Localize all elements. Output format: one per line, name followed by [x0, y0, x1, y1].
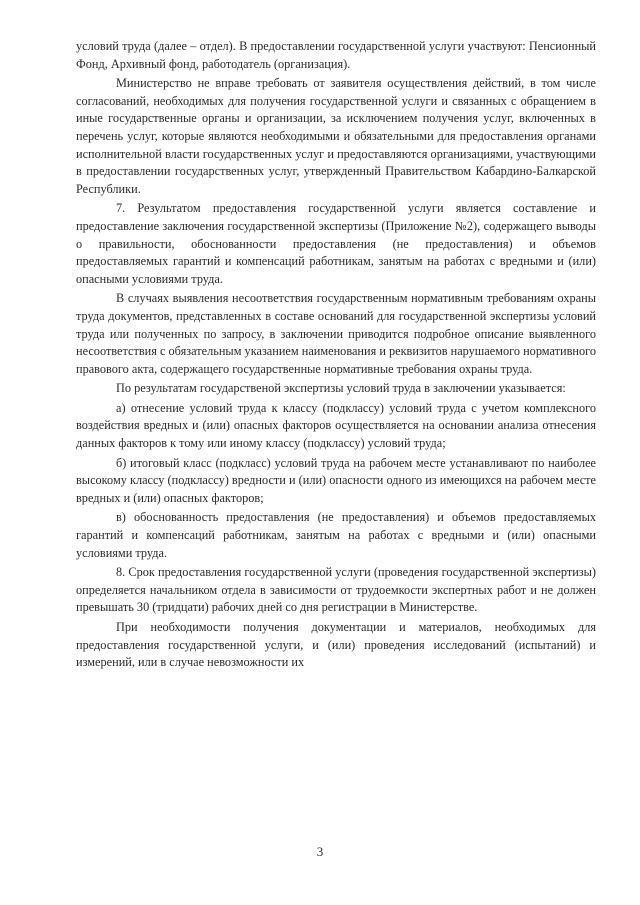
- paragraph-nonconformity: В случаях выявления несоответствия государственным нормативным требованиям охраны труда документов, представленных в составе оснований для государственной экспертизы условий труда или полученных по запросу, в заключении приводится подробное описание выявленного несоответствия с обязательным указанием наименования и реквизитов нарушаемого нормативного правового акта, содержащего государственные нормативные требования охраны труда.: [76, 291, 596, 376]
- paragraph-continuation: условий труда (далее – отдел). В предоставлении государственной услуги участвуют: Пенсионный Фонд, Архивный фонд, работодатель (организация).: [76, 39, 596, 71]
- list-item-a: а) отнесение условий труда к классу (подклассу) условий труда с учетом комплексного воздействия вредных и (или) опасных факторов осуществляется на основании анализа отнесения данных факторов к тому или иному классу (подклассу) условий труда;: [76, 400, 596, 451]
- list-item-b: б) итоговый класс (подкласс) условий труда на рабочем месте устанавливают по наиболее высокому классу (подклассу) вредности и (или) опасности одного из имеющихся на рабочем месте вредных и (или) опасных факторов;: [76, 455, 596, 505]
- paragraph-8-term: 8. Срок предоставления государственной услуги (проведения государственной экспертизы) определяется начальником отдела в зависимости от трудоемкости экспертных работ и не должен превышать 30 (тридцати) рабочих дней со дня регистрации в Министерстве.: [76, 565, 596, 615]
- paragraph-conclusion-intro: По результатам государственой экспертизы условий труда в заключении указывается:: [116, 381, 566, 396]
- paragraph-7-result: 7. Результатом предоставления государственной услуги является составление и предоставление заключения государственной экспертизы (Приложение №2), содержащего выводы о правильности, обоснованности предоставления (не предоставления) и объемов предоставляемых гарантий и компенсаций работникам, занятым на работах с вредными и (или) опасными условиями труда.: [76, 201, 596, 286]
- paragraph-ministry-restrictions: Министерство не вправе требовать от заявителя осуществления действий, в том числе согласований, необходимых для получения государственной услуги и связанных с обращением в иные государственные органы и организации, за исключением получения услуг, включенных в перечень услуг, которые являются необходимыми и обязательными для предоставления органами исполнительной власти государственных услуг и предоставляются организациями, участвующими в предоставлении государственных услуг, утвержденный Правительством Кабардино-Балкарской Республики.: [76, 76, 596, 196]
- document-body: [76, 38, 596, 672]
- page-number: 3: [316, 844, 324, 859]
- list-item-v: в) обоснованность предоставления (не предоставления) и объемов предоставляемых гарантий и компенсаций работникам, занятым на работах с вредными и (или) опасными условиями труда.: [76, 510, 596, 560]
- paragraph-documentation: При необходимости получения документации и материалов, необходимых для предоставления государственной услуги, и (или) проведения исследований (испытаний) и измерений, или в случае невозможности их: [76, 620, 596, 670]
